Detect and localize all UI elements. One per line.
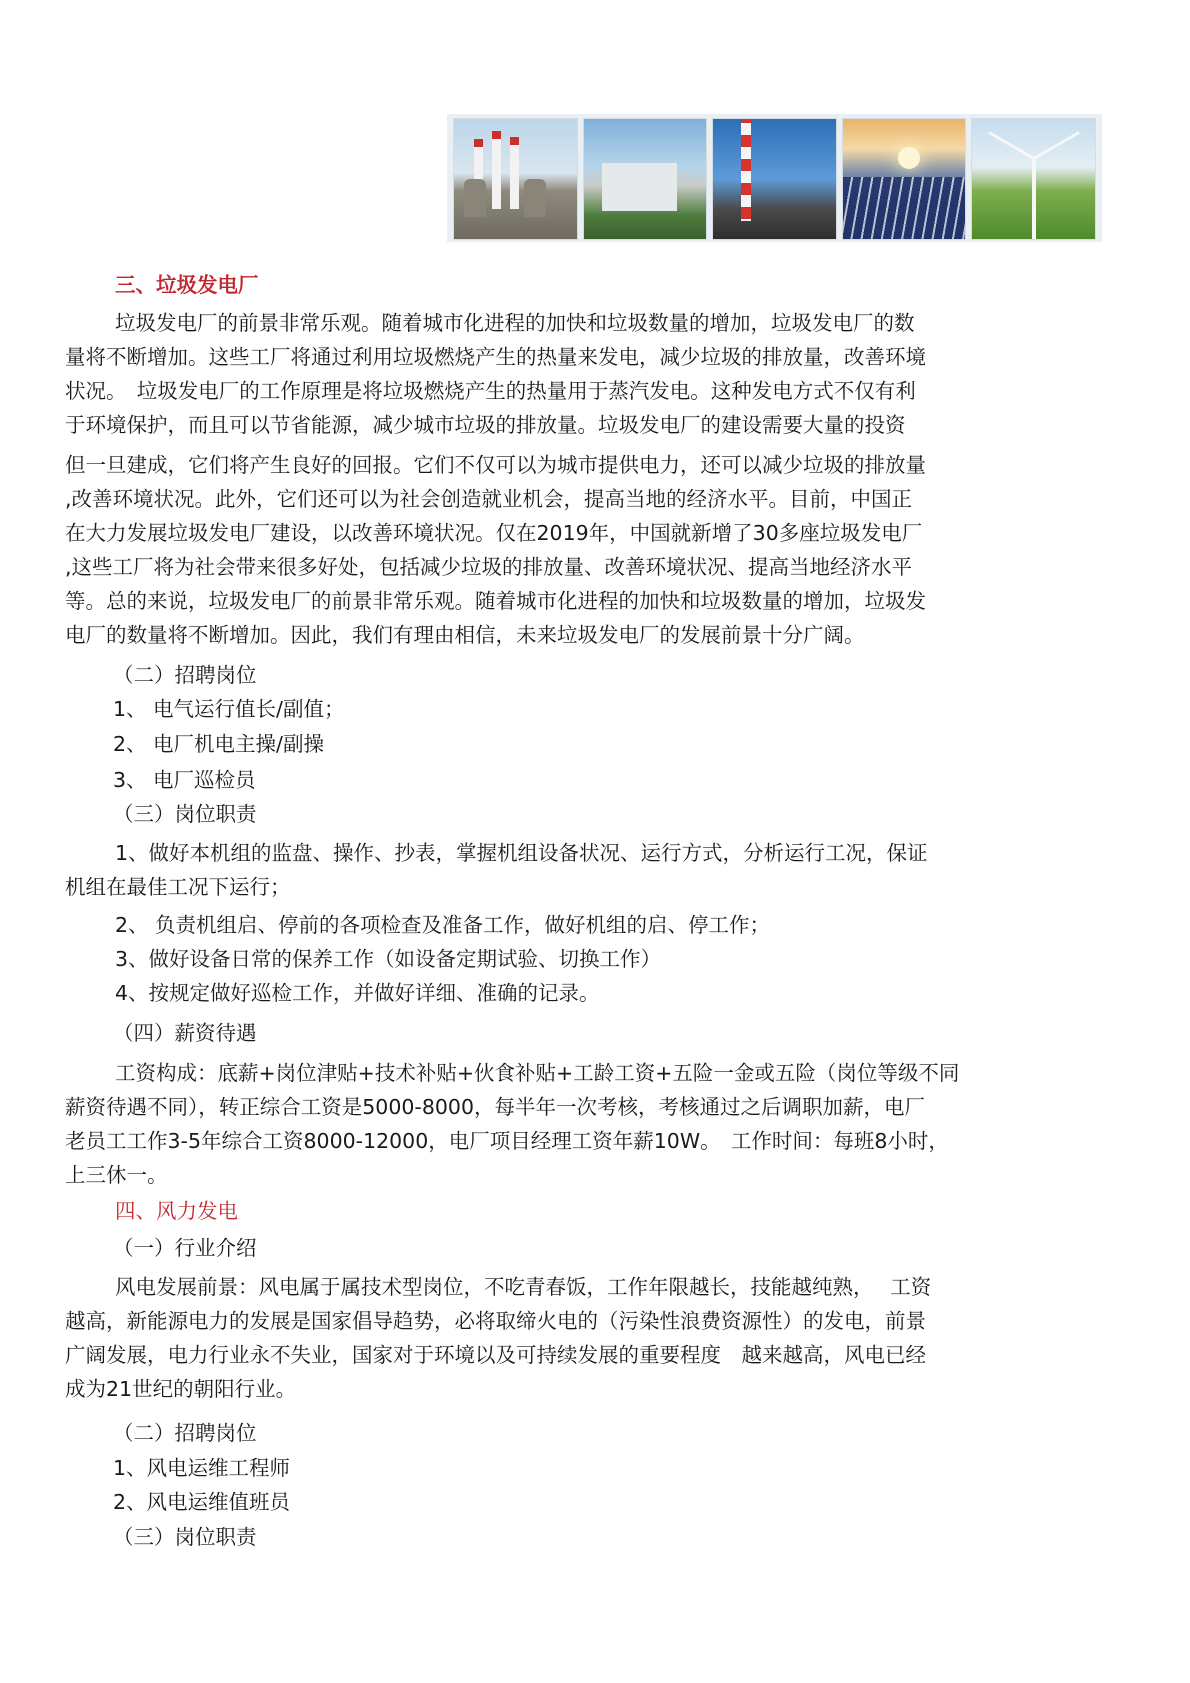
paragraph-line: 等。总的来说，垃圾发电厂的前景非常乐观。随着城市化进程的加快和垃圾数量的增加，垃圾发 (65, 589, 926, 613)
thermal-power-plant-icon (453, 118, 578, 240)
paragraph-line: ,改善环境状况。此外，它们还可以为社会创造就业机会，提高当地的经济水平。目前，中国正 (65, 487, 913, 511)
waste-power-plant-icon (583, 118, 708, 240)
paragraph-line: ,这些工厂将为社会带来很多好处，包括减少垃圾的排放量、改善环境状况、提高当地经济水平 (65, 555, 913, 579)
paragraph-line: 广阔发展，电力行业永不失业，国家对于环境以及可持续发展的重要程度 越来越高，风电已经 (65, 1343, 926, 1367)
paragraph-line: 1、做好本机组的监盘、操作、抄表，掌握机组设备状况、运行方式，分析运行工况，保证 (115, 841, 928, 865)
section-3-salary (65, 1056, 1105, 1192)
chimney-icon (712, 118, 837, 240)
list-item: 2、 电厂机电主操/副操 (113, 732, 324, 756)
paragraph-line: 越高，新能源电力的发展是国家倡导趋势，必将取缔火电的（污染性浪费资源性）的发电，前景 (65, 1309, 926, 1333)
section-3-recruit-heading: （二）招聘岗位 (113, 663, 257, 687)
section-3-salary-heading: （四）薪资待遇 (113, 1021, 257, 1045)
paragraph-line: 在大力发展垃圾发电厂建设，以改善环境状况。仅在2019年，中国就新增了30多座垃圾发电厂 (65, 521, 923, 545)
section-3-intro (65, 306, 1105, 652)
paragraph-line: 状况。 垃圾发电厂的工作原理是将垃圾燃烧产生的热量用于蒸汽发电。这种发电方式不仅有利 (65, 379, 916, 403)
paragraph-line: 成为21世纪的朝阳行业。 (65, 1377, 297, 1401)
paragraph-line: 量将不断增加。这些工厂将通过利用垃圾燃烧产生的热量来发电，减少垃圾的排放量，改善环境 (65, 345, 926, 369)
paragraph-line: 电厂的数量将不断增加。因此，我们有理由相信，未来垃圾发电厂的发展前景十分广阔。 (65, 623, 865, 647)
paragraph-line: 垃圾发电厂的前景非常乐观。随着城市化进程的加快和垃圾数量的增加，垃圾发电厂的数 (115, 311, 915, 335)
section-4-duty-heading: （三）岗位职责 (113, 1525, 257, 1549)
paragraph-line: 但一旦建成，它们将产生良好的回报。它们不仅可以为城市提供电力，还可以减少垃圾的排放量 (65, 453, 926, 477)
section-3-duty-heading: （三）岗位职责 (113, 802, 257, 826)
paragraph-line: 风电发展前景：风电属于属技术型岗位，不吃青春饭，工作年限越长，技能越纯熟， 工资 (115, 1275, 932, 1299)
paragraph-line: 于环境保护，而且可以节省能源，减少城市垃圾的排放量。垃圾发电厂的建设需要大量的投资 (65, 413, 906, 437)
list-item: 3、 电厂巡检员 (113, 768, 256, 792)
list-item: 1、风电运维工程师 (113, 1456, 291, 1480)
paragraph-line: 机组在最佳工况下运行； (65, 875, 291, 899)
section-4-recruit-heading: （二）招聘岗位 (113, 1421, 257, 1445)
section-4-industry-heading: （一）行业介绍 (113, 1236, 257, 1260)
paragraph-line: 3、做好设备日常的保养工作（如设备定期试验、切换工作） (115, 947, 662, 971)
section-4-title: 四、风力发电 (115, 1199, 238, 1223)
list-item: 2、风电运维值班员 (113, 1490, 291, 1514)
paragraph-line: 上三休一。 (65, 1163, 168, 1187)
paragraph-line: 2、 负责机组启、停前的各项检查及准备工作，做好机组的启、停工作； (115, 913, 771, 937)
header-photo-banner (447, 114, 1102, 242)
paragraph-line: 老员工工作3-5年综合工资8000-12000，电厂项目经理工资年薪10W。 工作时间：每班8小时， (65, 1129, 949, 1153)
paragraph-line: 薪资待遇不同），转正综合工资是5000-8000，每半年一次考核，考核通过之后调职加薪，电厂 (65, 1095, 925, 1119)
solar-panels-icon (842, 118, 967, 240)
wind-turbine-icon (971, 118, 1096, 240)
section-3-duties (65, 836, 1105, 1010)
paragraph-line: 4、按规定做好巡检工作，并做好详细、准确的记录。 (115, 981, 600, 1005)
section-3-title: 三、垃圾发电厂 (115, 273, 259, 297)
section-4-industry (65, 1270, 1105, 1406)
paragraph-line: 工资构成：底薪+岗位津贴+技术补贴+伙食补贴+工龄工资+五险一金或五险（岗位等级不同 (115, 1061, 960, 1085)
list-item: 1、 电气运行值长/副值； (113, 697, 345, 721)
